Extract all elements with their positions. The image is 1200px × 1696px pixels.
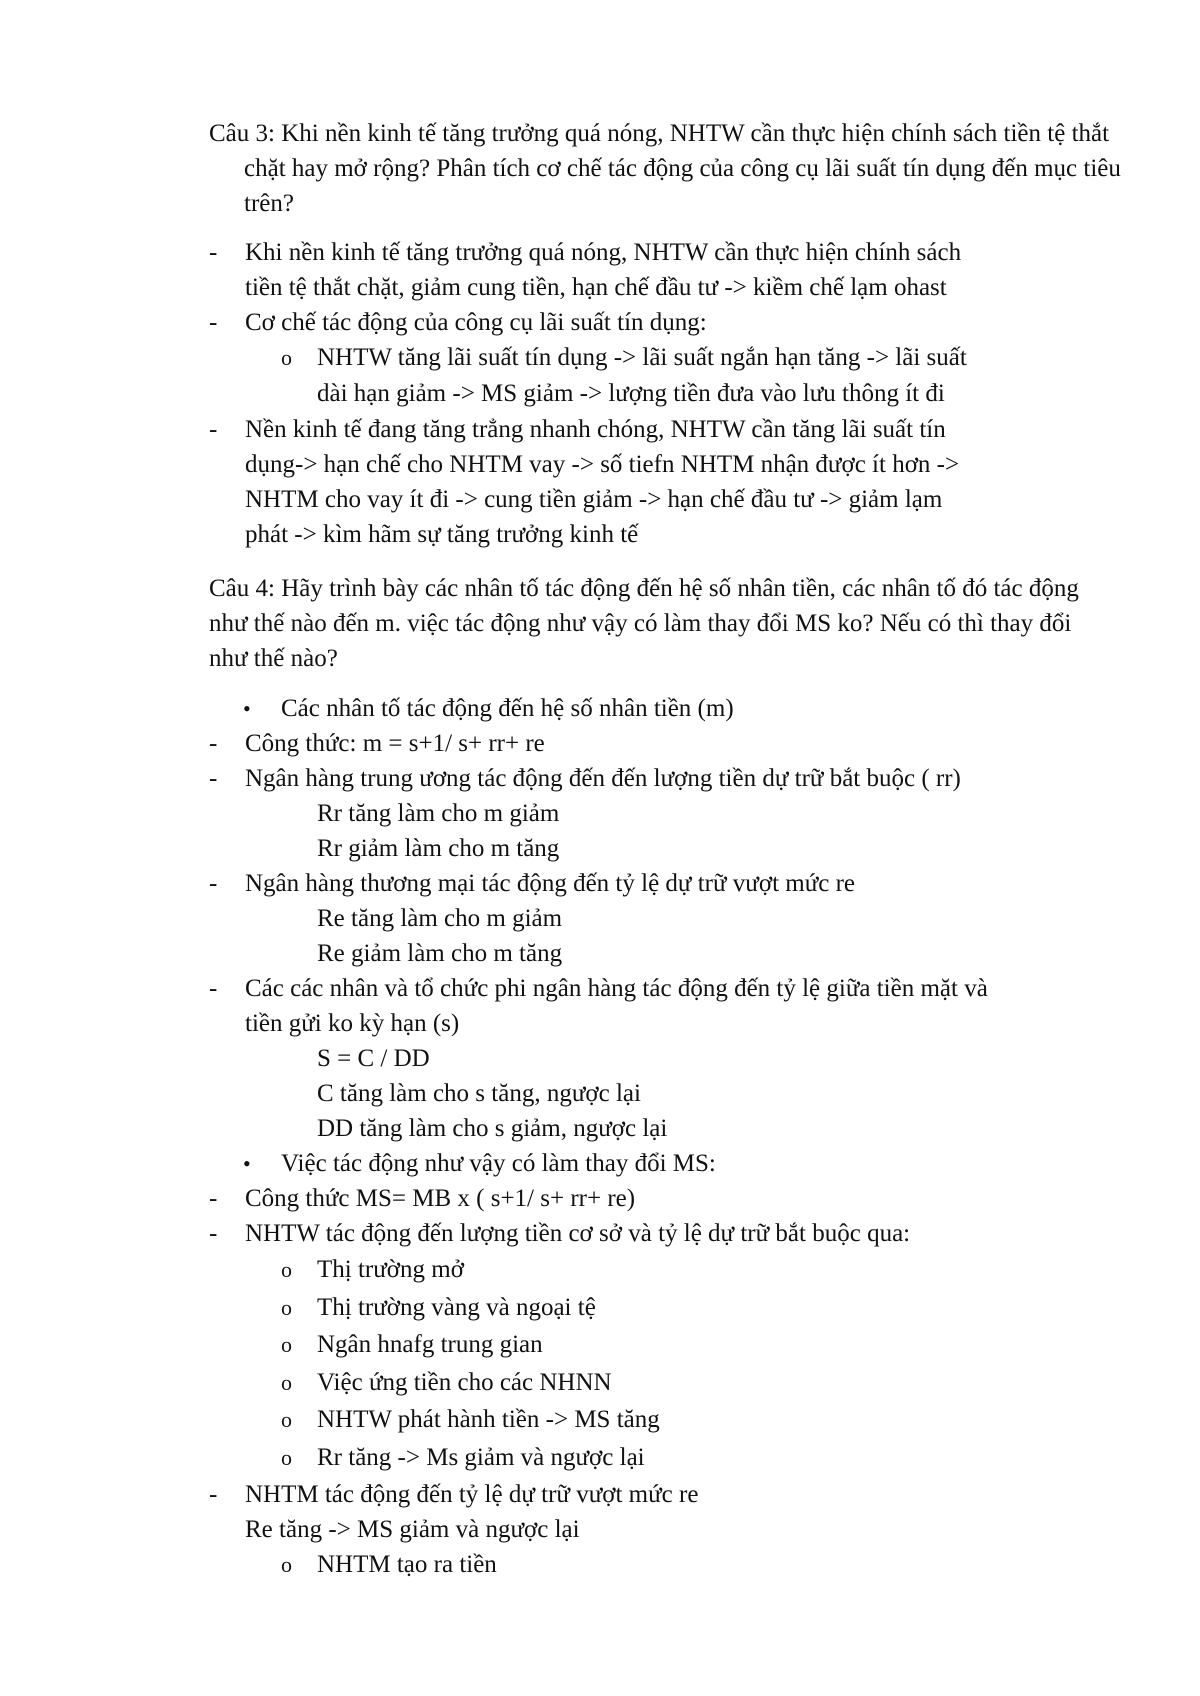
answer-line: Các nhân tố tác động đến hệ số nhân tiền (m) bbox=[281, 695, 734, 722]
dash-marker: - bbox=[209, 309, 218, 336]
answer-line: NHTW tăng lãi suất tín dụng -> lãi suất ngắn hạn tăng -> lãi suất bbox=[317, 344, 967, 371]
answer-line: Các các nhân và tổ chức phi ngân hàng tác động đến tỷ lệ giữa tiền mặt và bbox=[245, 975, 988, 1002]
circle-marker: o bbox=[281, 1295, 292, 1320]
answer-line: phát -> kìm hãm sự tăng trưởng kinh tế bbox=[245, 521, 639, 548]
answer-line: Nền kinh tế đang tăng trẳng nhanh chóng, NHTW cần tăng lãi suất tín bbox=[245, 416, 946, 443]
circle-marker: o bbox=[281, 345, 292, 370]
answer-line: S = C / DD bbox=[317, 1045, 430, 1072]
dash-marker: - bbox=[209, 1185, 218, 1212]
answer-line: Rr giảm làm cho m tăng bbox=[317, 835, 560, 862]
circle-marker: o bbox=[281, 1332, 292, 1357]
answer-line: NHTM tạo ra tiền bbox=[317, 1551, 497, 1578]
answer-line: Việc tác động như vậy có làm thay đổi MS: bbox=[281, 1150, 716, 1177]
answer-line: Thị trường vàng và ngoại tệ bbox=[317, 1294, 596, 1321]
answer-line: tiền gửi ko kỳ hạn (s) bbox=[245, 1010, 460, 1037]
answer-line: Ngân hnafg trung gian bbox=[317, 1331, 543, 1358]
answer-line: Cơ chế tác động của công cụ lãi suất tín dụng: bbox=[245, 309, 707, 336]
answer-line: Rr tăng làm cho m giảm bbox=[317, 800, 560, 827]
answer-line: Re tăng làm cho m giảm bbox=[317, 905, 563, 932]
answer-line: C tăng làm cho s tăng, ngược lại bbox=[317, 1080, 641, 1107]
dash-marker: - bbox=[209, 870, 218, 897]
dash-marker: - bbox=[209, 975, 218, 1002]
bullet-marker: • bbox=[243, 1151, 251, 1176]
answer-line: NHTW tác động đến lượng tiền cơ sở và tỷ lệ dự trữ bắt buộc qua: bbox=[245, 1220, 911, 1247]
answer-line: NHTM tác động đến tỷ lệ dự trữ vượt mức re bbox=[245, 1481, 699, 1508]
dash-marker: - bbox=[209, 239, 218, 266]
circle-marker: o bbox=[281, 1257, 292, 1282]
answer-line: Khi nền kinh tế tăng trưởng quá nóng, NHTW cần thực hiện chính sách bbox=[245, 239, 962, 266]
circle-marker: o bbox=[281, 1407, 292, 1432]
answer-line: Công thức MS= MB x ( s+1/ s+ rr+ re) bbox=[245, 1185, 636, 1212]
answer-line: Re giảm làm cho m tăng bbox=[317, 940, 563, 967]
answer-line: Rr tăng -> Ms giảm và ngược lại bbox=[317, 1444, 645, 1471]
answer-line: dài hạn giảm -> MS giảm -> lượng tiền đưa vào lưu thông ít đi bbox=[317, 380, 945, 407]
circle-marker: o bbox=[281, 1445, 292, 1470]
answer-line: NHTM cho vay ít đi -> cung tiền giảm -> hạn chế đầu tư -> giảm lạm bbox=[245, 486, 943, 513]
answer-line: Ngân hàng trung ương tác động đến đến lượng tiền dự trữ bắt buộc ( rr) bbox=[245, 765, 961, 792]
question-3-heading: Câu 3: Khi nền kinh tế tăng trưởng quá nóng, NHTW cần thực hiện chính sách tiền tệ thắt chặt hay mở rộng? Phân tích cơ chế tác động của công cụ lãi suất tín dụng đến mục tiêu trên? bbox=[209, 120, 1121, 217]
answer-line: tiền tệ thắt chặt, giảm cung tiền, hạn chế đầu tư -> kiềm chế lạm ohast bbox=[245, 274, 947, 301]
answer-line: Việc ứng tiền cho các NHNN bbox=[317, 1369, 612, 1396]
answer-line: dụng-> hạn chế cho NHTM vay -> số tiefn NHTM nhận được ít hơn -> bbox=[245, 451, 960, 478]
question-4-heading: Câu 4: Hãy trình bày các nhân tố tác động đến hệ số nhân tiền, các nhân tố đó tác động như thế nào đến m. việc tác động như vậy có làm thay đổi MS ko? Nếu có thì thay đổi như thế nào? bbox=[209, 575, 1079, 672]
dash-marker: - bbox=[209, 1481, 218, 1508]
bullet-marker: • bbox=[243, 696, 251, 721]
answer-line: Re tăng -> MS giảm và ngược lại bbox=[245, 1516, 580, 1543]
dash-marker: - bbox=[209, 730, 218, 757]
dash-marker: - bbox=[209, 416, 218, 443]
answer-line: NHTW phát hành tiền -> MS tăng bbox=[317, 1406, 660, 1433]
answer-line: Công thức: m = s+1/ s+ rr+ re bbox=[245, 730, 545, 757]
answer-line: DD tăng làm cho s giảm, ngược lại bbox=[317, 1115, 668, 1142]
circle-marker: o bbox=[281, 1370, 292, 1395]
dash-marker: - bbox=[209, 1220, 218, 1247]
dash-marker: - bbox=[209, 765, 218, 792]
circle-marker: o bbox=[281, 1552, 292, 1577]
answer-line: Thị trường mở bbox=[317, 1256, 464, 1283]
answer-line: Ngân hàng thương mại tác động đến tỷ lệ dự trữ vượt mức re bbox=[245, 870, 856, 897]
